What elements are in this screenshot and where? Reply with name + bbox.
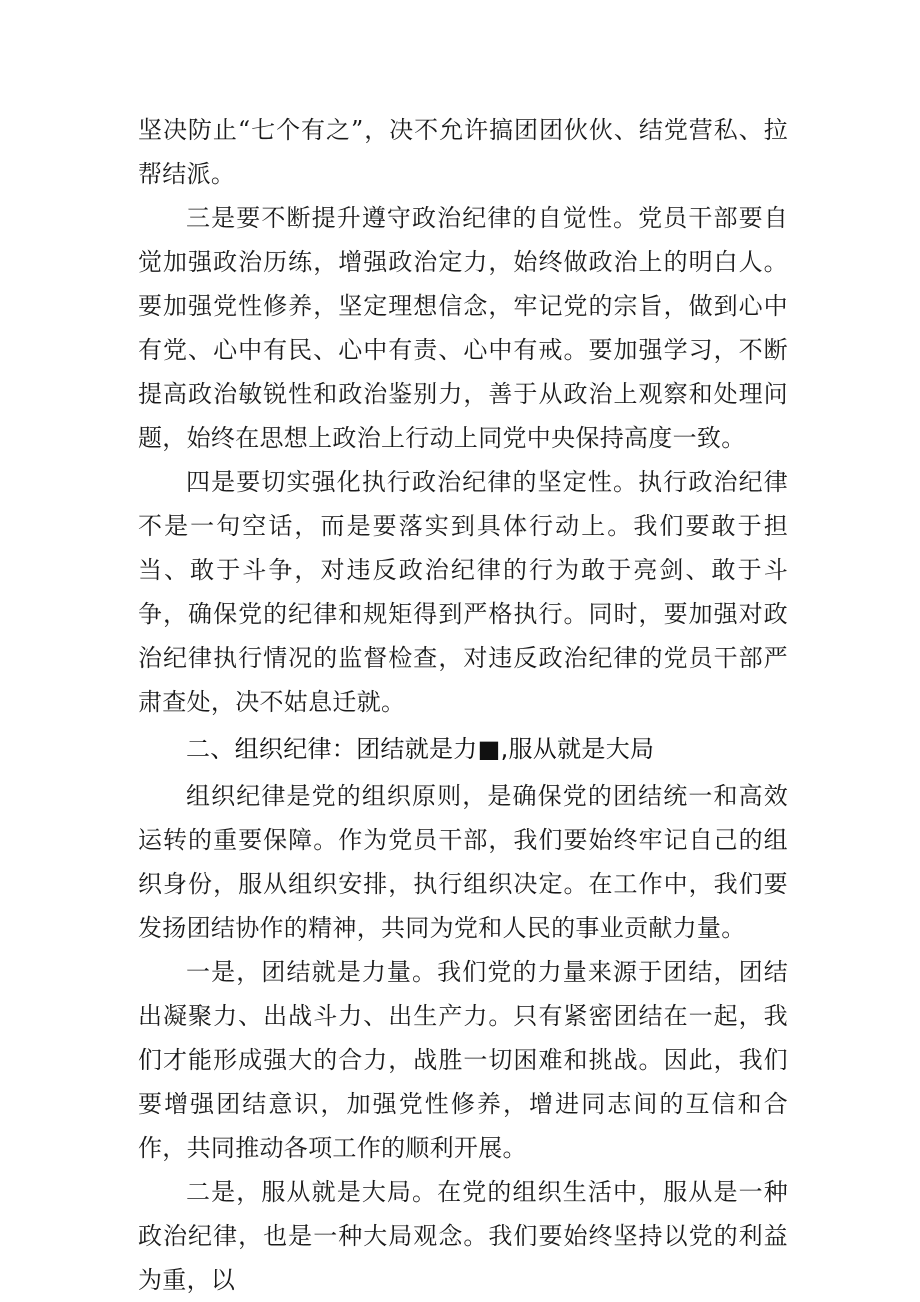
paragraph-point-three: 三是要不断提升遵守政治纪律的自觉性。党员干部要自觉加强政治历练，增强政治定力，始终做政治上的明白人。要加强党性修养，坚定理想信念，牢记党的宗旨，做到心中有党、心中有民、心中有责、心中有戒。要加强学习，不断提高政治敏锐性和政治鉴别力，善于从政治上观察和处理问题，始终在思想上政治上行动上同党中央保持高度一致。	[138, 204, 788, 452]
paragraph-unity-strength: 一是，团结就是力量。我们党的力量来源于团结，团结出凝聚力、出战斗力、出生产力。只有紧密团结在一起，我们才能形成强大的合力，战胜一切困难和挑战。因此，我们要增强团结意识，加强党性修养，增进同志间的互信和合作，共同推动各项工作的顺利开展。	[138, 958, 788, 1162]
paragraph-organizational-intro: 组织纪律是党的组织原则，是确保党的团结统一和高效运转的重要保障。作为党员干部，我们要始终牢记自己的组织身份，服从组织安排，执行组织决定。在工作中，我们要发扬团结协作的精神，共同为党和人民的事业贡献力量。	[138, 782, 788, 942]
paragraph-point-four: 四是要切实强化执行政治纪律的坚定性。执行政治纪律不是一句空话，而是要落实到具体行动上。我们要敢于担当、敢于斗争，对违反政治纪律的行为敢于亮剑、敢于斗争，确保党的纪律和规矩得到严格执行。同时，要加强对政治纪律执行情况的监督检查，对违反政治纪律的党员干部严肃查处，决不姑息迁就。	[138, 468, 788, 716]
paragraph-obedience-big-picture: 二是，服从就是大局。在党的组织生活中，服从是一种政治纪律，也是一种大局观念。我们要始终坚持以党的利益为重，以	[138, 1178, 788, 1294]
document-body	[138, 108, 788, 1302]
section-heading-organizational-discipline: 二、组织纪律：团结就是力■,服从就是大局	[186, 735, 655, 763]
paragraph-continuation: 坚决防止“七个有之”，决不允许搞团团伙伙、结党营私、拉帮结派。	[138, 116, 788, 188]
